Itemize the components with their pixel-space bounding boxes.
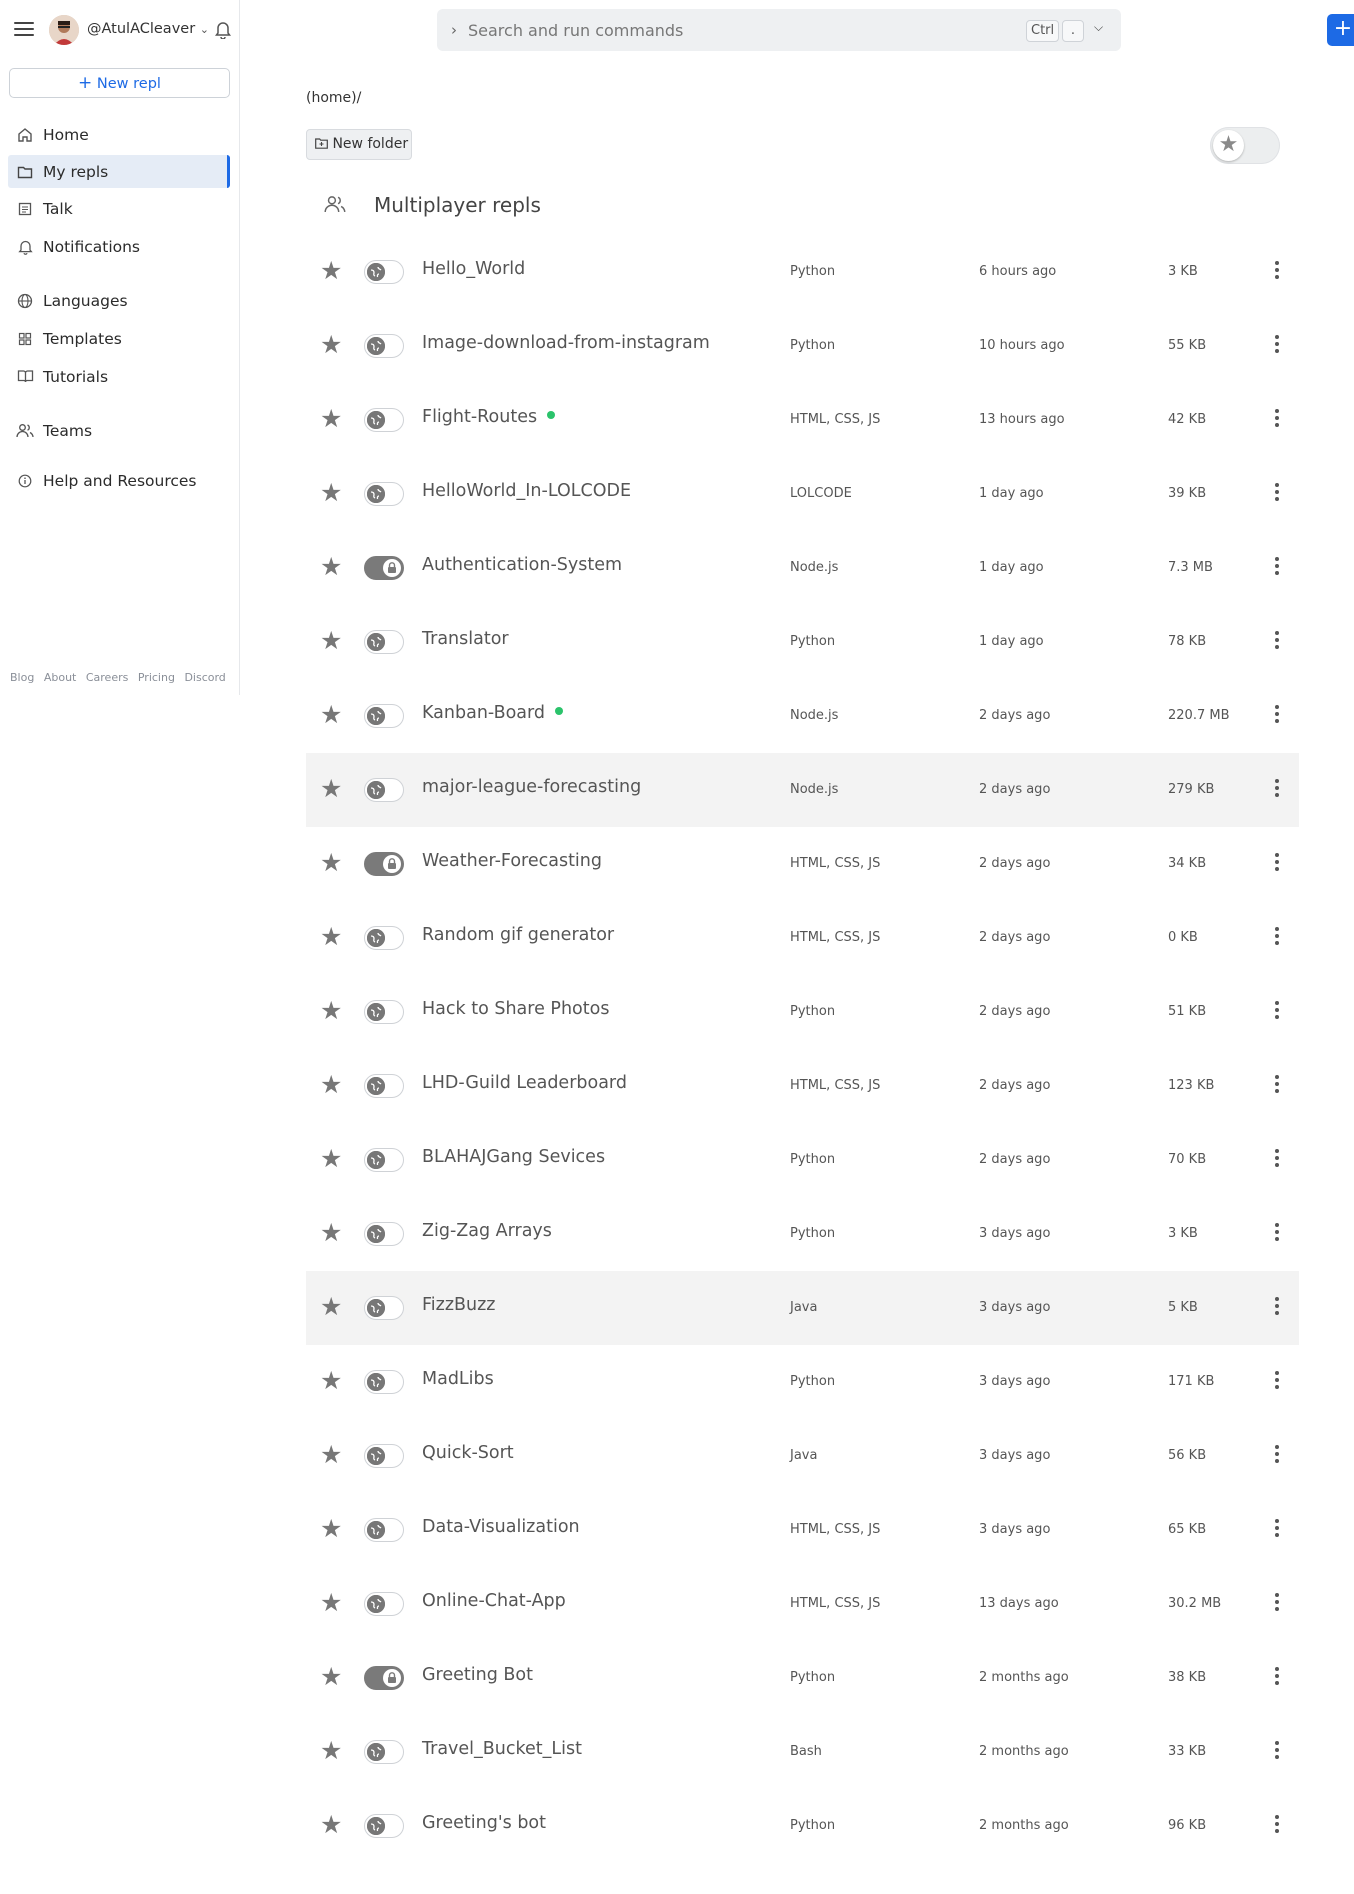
shortcut-period-key: . (1062, 20, 1084, 42)
repl-name[interactable] (422, 259, 525, 279)
users-icon (16, 422, 34, 440)
star-icon[interactable]: ★ (320, 922, 343, 951)
repl-updated-time: 2 days ago (979, 1078, 1051, 1093)
repl-updated-time: 2 days ago (979, 856, 1051, 871)
username-dropdown[interactable] (87, 21, 209, 37)
star-icon[interactable]: ★ (320, 1662, 343, 1691)
repl-name[interactable] (422, 1443, 514, 1463)
globe-icon (367, 1003, 385, 1021)
repl-size: 65 KB (1168, 1522, 1207, 1537)
book-icon (16, 368, 34, 386)
repl-name[interactable] (422, 925, 614, 945)
globe-icon (367, 633, 385, 651)
sidebar-item-talk[interactable] (8, 192, 230, 225)
repl-name-text: MadLibs (422, 1369, 494, 1389)
public-toggle[interactable] (364, 1740, 404, 1764)
repl-size: 3 KB (1168, 264, 1198, 279)
repl-row[interactable] (306, 531, 1299, 605)
repl-name-text: HelloWorld_In-LOLCODE (422, 481, 632, 501)
more-options-icon[interactable] (1274, 557, 1280, 577)
repl-size: 220.7 MB (1168, 708, 1230, 723)
repl-size: 39 KB (1168, 486, 1207, 501)
lock-icon (383, 559, 401, 577)
public-toggle[interactable] (364, 1444, 404, 1468)
globe-icon (367, 707, 385, 725)
repl-row[interactable] (306, 309, 1299, 383)
bell-icon (16, 238, 34, 256)
globe-icon (367, 1299, 385, 1317)
star-icon[interactable]: ★ (320, 1366, 343, 1395)
repl-name-text: Quick-Sort (422, 1443, 514, 1463)
repl-updated-time: 13 days ago (979, 1596, 1059, 1611)
sidebar-item-label: Languages (43, 291, 128, 310)
star-icon[interactable]: ★ (320, 626, 343, 655)
repl-row[interactable] (306, 383, 1299, 457)
star-icon[interactable]: ★ (320, 256, 343, 285)
repl-row[interactable] (306, 1345, 1299, 1419)
more-options-icon[interactable] (1274, 1593, 1280, 1613)
star-icon[interactable]: ★ (320, 330, 343, 359)
more-options-icon[interactable] (1274, 1815, 1280, 1835)
more-options-icon[interactable] (1274, 1149, 1280, 1169)
repl-name-text: BLAHAJGang Sevices (422, 1147, 606, 1167)
more-options-icon[interactable] (1274, 927, 1280, 947)
star-icon[interactable]: ★ (320, 996, 343, 1025)
sidebar-item-templates[interactable] (8, 322, 230, 355)
repl-language: HTML, CSS, JS (790, 1078, 881, 1093)
repl-language: Python (790, 1670, 836, 1685)
repl-row[interactable] (306, 679, 1299, 753)
globe-icon (367, 1151, 385, 1169)
repl-updated-time: 2 days ago (979, 1004, 1051, 1019)
repl-size: 55 KB (1168, 338, 1207, 353)
repl-name[interactable] (422, 1665, 533, 1685)
repl-size: 5 KB (1168, 1300, 1198, 1315)
repl-name-text: FizzBuzz (422, 1295, 496, 1315)
private-toggle[interactable] (364, 1666, 404, 1690)
new-folder-label: New folder (332, 136, 409, 152)
repl-size: 38 KB (1168, 1670, 1207, 1685)
repl-name[interactable] (422, 851, 602, 871)
more-options-icon[interactable] (1274, 1001, 1280, 1021)
command-search-bar[interactable] (437, 9, 1121, 51)
more-options-icon[interactable] (1274, 1445, 1280, 1465)
star-icon: ★ (1213, 130, 1244, 161)
repl-name-text: major-league-forecasting (422, 777, 642, 797)
sidebar (0, 0, 240, 695)
repl-language: Node.js (790, 782, 839, 797)
repl-size: 70 KB (1168, 1152, 1207, 1167)
lock-icon (383, 855, 401, 873)
repl-updated-time: 3 days ago (979, 1522, 1051, 1537)
repl-name-text: Hack to Share Photos (422, 999, 610, 1019)
repl-updated-time: 2 months ago (979, 1818, 1069, 1833)
star-icon[interactable]: ★ (320, 1144, 343, 1173)
repl-updated-time: 2 months ago (979, 1744, 1069, 1759)
star-icon[interactable]: ★ (320, 552, 343, 581)
repl-size: 34 KB (1168, 856, 1207, 871)
repl-updated-time: 1 day ago (979, 634, 1044, 649)
globe-icon (367, 1521, 385, 1539)
repl-updated-time: 2 days ago (979, 782, 1051, 797)
sidebar-item-label: Talk (43, 199, 73, 218)
repl-language: Node.js (790, 708, 839, 723)
starred-filter-toggle[interactable] (1210, 127, 1280, 164)
chevron-down-icon: ⌄ (199, 23, 209, 36)
repl-updated-time: 2 months ago (979, 1670, 1069, 1685)
repl-row[interactable] (306, 1493, 1299, 1567)
new-repl-button[interactable] (9, 68, 230, 98)
sidebar-item-notifications[interactable] (8, 230, 230, 263)
sidebar-item-label: Templates (43, 329, 122, 348)
repl-name[interactable] (422, 333, 710, 353)
globe-icon (367, 1077, 385, 1095)
repl-updated-time: 3 days ago (979, 1374, 1051, 1389)
private-toggle[interactable] (364, 852, 404, 876)
more-options-icon[interactable] (1274, 261, 1280, 281)
repl-language: Python (790, 1374, 836, 1389)
repl-name-text: Zig-Zag Arrays (422, 1221, 552, 1241)
sidebar-item-teams[interactable] (8, 414, 230, 447)
repl-name[interactable] (422, 1295, 496, 1315)
repl-name[interactable] (422, 1517, 580, 1537)
public-toggle[interactable] (364, 1296, 404, 1320)
star-icon[interactable]: ★ (320, 478, 343, 507)
folder-plus-icon (315, 136, 328, 152)
sidebar-item-label: Help and Resources (43, 471, 197, 490)
repl-row[interactable] (306, 1123, 1299, 1197)
sidebar-item-label: Home (43, 125, 89, 144)
repl-updated-time: 6 hours ago (979, 264, 1057, 279)
repl-name[interactable] (422, 1813, 546, 1833)
repl-language: LOLCODE (790, 486, 852, 501)
menu-icon[interactable] (14, 22, 34, 36)
footer-link-careers[interactable]: Careers (85, 671, 129, 684)
repl-row[interactable] (306, 901, 1299, 975)
repl-name-text: Flight-Routes (422, 407, 538, 427)
repl-name-text: Kanban-Board (422, 703, 546, 723)
repl-row[interactable] (306, 605, 1299, 679)
repl-updated-time: 2 days ago (979, 930, 1051, 945)
public-toggle[interactable] (364, 1518, 404, 1542)
repl-size: 279 KB (1168, 782, 1215, 797)
repl-row[interactable] (306, 753, 1299, 827)
public-toggle[interactable] (364, 1148, 404, 1172)
public-toggle[interactable] (364, 1592, 404, 1616)
star-icon[interactable]: ★ (320, 774, 343, 803)
avatar[interactable] (49, 15, 79, 45)
repl-name-text: Translator (422, 629, 509, 649)
repl-language: Python (790, 1004, 836, 1019)
info-icon (16, 472, 34, 490)
more-options-icon[interactable] (1274, 1297, 1280, 1317)
repl-name-text: Greeting Bot (422, 1665, 533, 1685)
repl-name-text: Weather-Forecasting (422, 851, 602, 871)
repl-row[interactable] (306, 457, 1299, 531)
sidebar-item-label: Teams (43, 421, 93, 440)
globe-icon (367, 1743, 385, 1761)
repl-updated-time: 3 days ago (979, 1448, 1051, 1463)
sidebar-item-label: Tutorials (43, 367, 109, 386)
repl-name-text: Greeting's bot (422, 1813, 546, 1833)
repl-name[interactable] (422, 407, 555, 427)
repl-updated-time: 3 days ago (979, 1226, 1051, 1241)
bell-icon[interactable] (214, 20, 232, 39)
star-icon[interactable]: ★ (320, 1736, 343, 1765)
globe-icon (367, 1447, 385, 1465)
sidebar-item-languages[interactable] (8, 284, 230, 317)
repl-row[interactable] (306, 1641, 1299, 1715)
public-toggle[interactable] (364, 1000, 404, 1024)
repl-name[interactable] (422, 1591, 566, 1611)
create-button[interactable] (1327, 14, 1354, 46)
repl-name[interactable] (422, 481, 631, 501)
public-toggle[interactable] (364, 704, 404, 728)
footer-link-blog[interactable]: Blog (10, 671, 35, 684)
star-icon[interactable]: ★ (320, 1218, 343, 1247)
globe-icon (367, 1373, 385, 1391)
star-icon[interactable]: ★ (320, 1514, 343, 1543)
repl-size: 123 KB (1168, 1078, 1215, 1093)
repl-size: 33 KB (1168, 1744, 1207, 1759)
public-toggle[interactable] (364, 334, 404, 358)
public-toggle[interactable] (364, 408, 404, 432)
live-status-dot (555, 707, 563, 715)
more-options-icon[interactable] (1274, 853, 1280, 873)
public-toggle[interactable] (364, 1222, 404, 1246)
chevron-down-icon[interactable]: ⌵ (1094, 20, 1104, 34)
repl-size: 96 KB (1168, 1818, 1207, 1833)
private-toggle[interactable] (364, 556, 404, 580)
sidebar-item-tutorials[interactable] (8, 360, 230, 393)
more-options-icon[interactable] (1274, 409, 1280, 429)
repl-name[interactable] (422, 703, 563, 723)
repl-updated-time: 13 hours ago (979, 412, 1065, 427)
globe-icon (367, 337, 385, 355)
sidebar-item-my-repls[interactable] (8, 155, 230, 188)
repl-row[interactable] (306, 1567, 1299, 1641)
repl-name[interactable] (422, 1369, 494, 1389)
repl-size: 3 KB (1168, 1226, 1198, 1241)
repl-name[interactable] (422, 555, 622, 575)
more-options-icon[interactable] (1274, 1371, 1280, 1391)
star-icon[interactable]: ★ (320, 1440, 343, 1469)
globe-icon (367, 263, 385, 281)
repl-language: Python (790, 1152, 836, 1167)
footer-link-pricing[interactable]: Pricing (137, 671, 175, 684)
globe-icon (367, 485, 385, 503)
more-options-icon[interactable] (1274, 1741, 1280, 1761)
repl-size: 171 KB (1168, 1374, 1215, 1389)
repl-size: 7.3 MB (1168, 560, 1213, 575)
section-title: Multiplayer repls (374, 193, 541, 217)
repl-size: 56 KB (1168, 1448, 1207, 1463)
repl-name[interactable] (422, 1147, 605, 1167)
repl-name-text: Image-download-from-instagram (422, 333, 710, 353)
more-options-icon[interactable] (1274, 779, 1280, 799)
footer-link-discord[interactable]: Discord (184, 671, 226, 684)
new-folder-button[interactable] (306, 129, 412, 160)
more-options-icon[interactable] (1274, 1667, 1280, 1687)
repl-size: 30.2 MB (1168, 1596, 1222, 1611)
lock-icon (383, 1669, 401, 1687)
star-icon[interactable]: ★ (320, 404, 343, 433)
more-options-icon[interactable] (1274, 705, 1280, 725)
repl-name-text: Travel_Bucket_List (422, 1739, 582, 1759)
repl-row[interactable] (306, 827, 1299, 901)
plus-icon: + (1333, 16, 1353, 41)
repl-row[interactable] (306, 975, 1299, 1049)
repl-language: Java (790, 1300, 818, 1315)
repl-row[interactable] (306, 1419, 1299, 1493)
templates-icon (16, 330, 34, 348)
globe-icon (367, 781, 385, 799)
repl-language: Python (790, 264, 836, 279)
repl-language: Bash (790, 1744, 822, 1759)
more-options-icon[interactable] (1274, 335, 1280, 355)
username-label: @AtulACleaver (87, 21, 196, 37)
repl-name-text: LHD-Guild Leaderboard (422, 1073, 627, 1093)
plus-icon: + (78, 73, 93, 93)
repl-language: Python (790, 1226, 836, 1241)
repl-row[interactable] (306, 1271, 1299, 1345)
repl-size: 78 KB (1168, 634, 1207, 649)
repl-language: HTML, CSS, JS (790, 412, 881, 427)
repl-updated-time: 10 hours ago (979, 338, 1065, 353)
repl-language: Python (790, 338, 836, 353)
star-icon[interactable]: ★ (320, 1292, 343, 1321)
globe-icon (367, 929, 385, 947)
chevron-right-icon: › (451, 21, 457, 39)
repl-updated-time: 1 day ago (979, 486, 1044, 501)
repl-language: HTML, CSS, JS (790, 930, 881, 945)
repl-updated-time: 1 day ago (979, 560, 1044, 575)
globe-icon (367, 1817, 385, 1835)
star-icon[interactable]: ★ (320, 848, 343, 877)
live-status-dot (547, 411, 555, 419)
repl-row[interactable] (306, 235, 1299, 309)
shortcut-ctrl-key: Ctrl (1026, 20, 1059, 42)
talk-icon (16, 200, 34, 218)
home-icon (16, 126, 34, 144)
repl-language: HTML, CSS, JS (790, 1522, 881, 1537)
repl-language: Python (790, 634, 836, 649)
repl-name[interactable] (422, 629, 509, 649)
multiplayer-icon (324, 194, 346, 214)
public-toggle[interactable] (364, 926, 404, 950)
globe-icon (367, 411, 385, 429)
public-toggle[interactable] (364, 1074, 404, 1098)
repl-name[interactable] (422, 999, 609, 1019)
repl-name[interactable] (422, 1221, 552, 1241)
public-toggle[interactable] (364, 778, 404, 802)
star-icon[interactable]: ★ (320, 700, 343, 729)
repl-row[interactable] (306, 1197, 1299, 1271)
repl-updated-time: 3 days ago (979, 1300, 1051, 1315)
sidebar-item-label: Notifications (43, 237, 141, 256)
globe-icon (367, 1595, 385, 1613)
repl-size: 42 KB (1168, 412, 1207, 427)
repl-name[interactable] (422, 1739, 582, 1759)
footer-link-about[interactable]: About (43, 671, 77, 684)
repl-language: HTML, CSS, JS (790, 1596, 881, 1611)
repl-language: HTML, CSS, JS (790, 856, 881, 871)
sidebar-item-home[interactable] (8, 118, 230, 151)
repl-row[interactable] (306, 1049, 1299, 1123)
globe-icon (16, 292, 34, 310)
star-icon[interactable]: ★ (320, 1810, 343, 1839)
repl-row[interactable] (306, 1715, 1299, 1789)
breadcrumb[interactable]: (home)/ (306, 90, 362, 106)
repl-size: 0 KB (1168, 930, 1198, 945)
more-options-icon[interactable] (1274, 1075, 1280, 1095)
footer-links (10, 671, 232, 684)
public-toggle[interactable] (364, 630, 404, 654)
public-toggle[interactable] (364, 1814, 404, 1838)
more-options-icon[interactable] (1274, 1519, 1280, 1539)
public-toggle[interactable] (364, 482, 404, 506)
repl-name-text: Data-Visualization (422, 1517, 580, 1537)
public-toggle[interactable] (364, 1370, 404, 1394)
more-options-icon[interactable] (1274, 631, 1280, 651)
repl-language: Java (790, 1448, 818, 1463)
more-options-icon[interactable] (1274, 1223, 1280, 1243)
new-repl-label: New repl (96, 76, 161, 92)
repl-updated-time: 2 days ago (979, 1152, 1051, 1167)
repl-name-text: Authentication-System (422, 555, 623, 575)
star-icon[interactable]: ★ (320, 1588, 343, 1617)
repl-language: Python (790, 1818, 836, 1833)
repl-size: 51 KB (1168, 1004, 1207, 1019)
repl-name[interactable] (422, 777, 641, 797)
sidebar-item-help-and-resources[interactable] (8, 464, 230, 497)
sidebar-item-label: My repls (43, 162, 109, 181)
star-icon[interactable]: ★ (320, 1070, 343, 1099)
repl-name[interactable] (422, 1073, 627, 1093)
repl-row[interactable] (306, 1789, 1299, 1863)
repl-language: Node.js (790, 560, 839, 575)
more-options-icon[interactable] (1274, 483, 1280, 503)
repl-updated-time: 2 days ago (979, 708, 1051, 723)
folder-icon (16, 163, 34, 181)
repl-name-text: Random gif generator (422, 925, 615, 945)
repl-name-text: Hello_World (422, 259, 526, 279)
globe-icon (367, 1225, 385, 1243)
search-placeholder: Search and run commands (468, 21, 684, 40)
public-toggle[interactable] (364, 260, 404, 284)
repl-name-text: Online-Chat-App (422, 1591, 566, 1611)
